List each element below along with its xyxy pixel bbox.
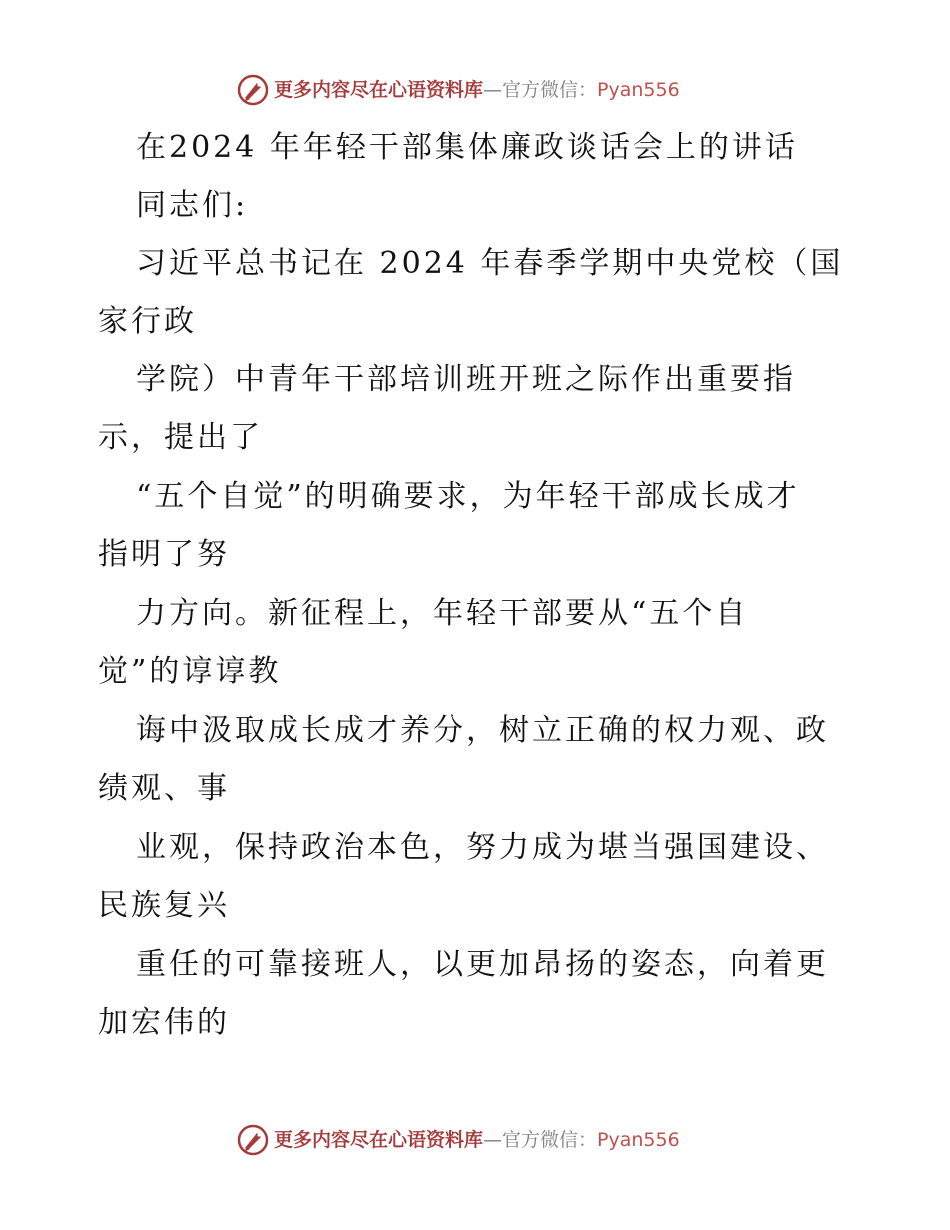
- paragraph-line: 加宏伟的: [98, 1005, 230, 1040]
- paragraph-line: 同志们:: [136, 188, 249, 223]
- pen-nib-circle-icon: [236, 1123, 270, 1157]
- paragraph-line: 家行政: [98, 304, 197, 339]
- paragraph-line: 指明了努: [98, 537, 230, 572]
- watermark-site-text: 更多内容尽在心语资料库: [274, 79, 484, 101]
- paragraph-line: 力方向。新征程上，年轻干部要从“五个自: [136, 596, 749, 631]
- paragraph-line: 习近平总书记在 2024 年春季学期中央党校（国: [136, 246, 844, 281]
- paragraph-line: “五个自觉”的明确要求，为年轻干部成长成才: [136, 479, 800, 514]
- pen-nib-circle-icon: [236, 73, 270, 107]
- watermark-wechat-label: —官方微信：: [483, 1129, 598, 1151]
- paragraph-line: 学院）中青年干部培训班开班之际作出重要指: [136, 362, 796, 397]
- paragraph-line: 业观，保持政治本色，努力成为堪当强国建设、: [136, 830, 829, 865]
- paragraph-line: 觉”的谆谆教: [98, 654, 282, 689]
- paragraph-line: 重任的可靠接班人，以更加昂扬的姿态，向着更: [136, 947, 829, 982]
- watermark-wechat-id: Pyan556: [597, 1129, 680, 1151]
- document-title: 在2024 年年轻干部集体廉政谈话会上的讲话: [136, 130, 798, 165]
- watermark-wechat-label: —官方微信：: [483, 79, 598, 101]
- footer-watermark: [236, 1122, 756, 1158]
- header-watermark: [236, 72, 756, 108]
- paragraph-line: 示，提出了: [98, 420, 263, 455]
- paragraph-line: 绩观、事: [98, 771, 230, 806]
- paragraph-line: 民族复兴: [98, 888, 230, 923]
- watermark-wechat-id: Pyan556: [597, 79, 680, 101]
- watermark-site-text: 更多内容尽在心语资料库: [274, 1129, 484, 1151]
- paragraph-line: 诲中汲取成长成才养分，树立正确的权力观、政: [136, 713, 829, 748]
